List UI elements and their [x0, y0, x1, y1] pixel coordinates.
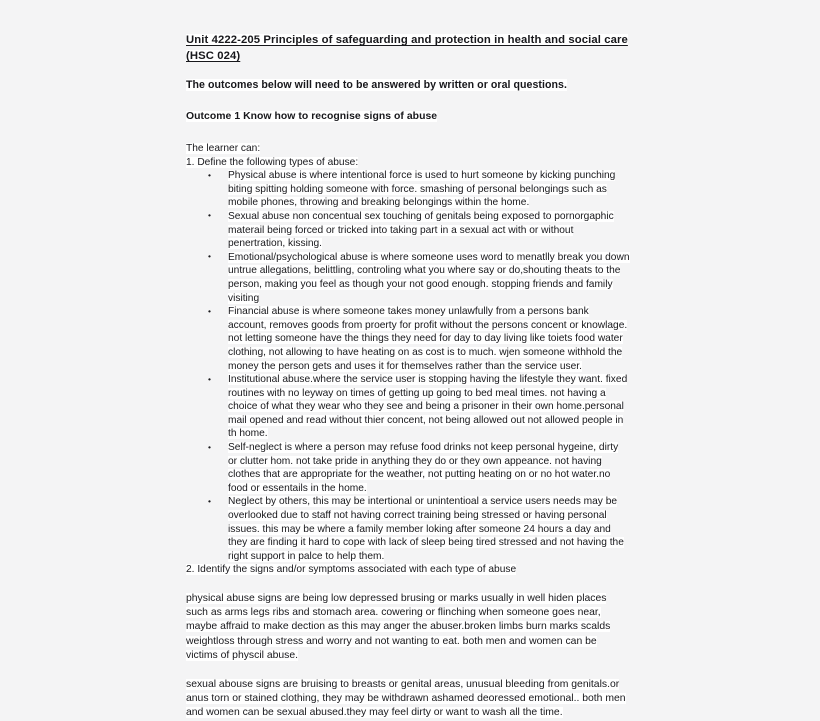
list-item-sexual-abuse	[186, 210, 630, 251]
document-subtitle	[186, 78, 630, 93]
spacer-between-signs-paragraphs	[186, 663, 630, 678]
document-subtitle-text: The outcomes below will need to be answered by written or oral questions.	[186, 79, 567, 91]
question-1-text: 1. Define the following types of abuse:	[186, 156, 359, 168]
self-neglect-text: Self-neglect is where a person may refuse food drinks not keep personal hygeine, dirty or clutter hom. not take pride in anything they do or they own appeance. not having clothes that are appropriate for the weather, not putting heating on or no hot water.no food or essentails in the home.	[228, 442, 619, 494]
document-title-text: Unit 4222-205 Principles of safeguarding and protection in health and social care (HSC 024)	[186, 34, 628, 62]
physical-abuse-text: Physical abuse is where intentional force is used to hurt someone by kicking punching biting spitting holding someone with force. smashing of personal belongings such as mobile phones, throwing and breaking belongings within the home.	[228, 170, 616, 209]
institutional-abuse-text: Institutional abuse.where the service user is stopping having the lifestyle they want. fixed routines with no leyway on times of getting up going to bed meal times. not having a choice of what they wear who they see and being a prisoner in their own home.personal mail opened and read without thier concent, not being allowed out not allowed people in th home.	[228, 374, 628, 440]
list-item-self-neglect	[186, 441, 630, 495]
sexual-abuse-signs-text: sexual abouse signs are bruising to breasts or genital areas, unusual bleeding from genitals.or anus torn or stained clothing, they may be withdrawn ashamed deoressed emotional.. both men and women can be sexual abused.they may feel dirty or want to wash all the time.	[186, 679, 626, 719]
spacer-after-question-2	[186, 577, 630, 592]
list-item-neglect-by-others	[186, 495, 630, 563]
learner-can-text: The learner can:	[186, 143, 261, 154]
list-item-institutional-abuse	[186, 373, 630, 441]
financial-abuse-text: Financial abuse is where someone takes money unlawfully from a persons bank account, removes goods from proerty for profit without the persons concent or knowlage. not letting someone have the things they need for day to day living like toiets food water clothing, not allowing to have heating on as cost is to much. wjen someone withhold the money the person gets and uses it for themselves rather than the service user.	[228, 306, 628, 372]
list-item-financial-abuse	[186, 305, 630, 373]
sexual-abuse-signs-paragraph	[186, 678, 630, 721]
physical-abuse-signs-text: physical abuse signs are being low depressed brusing or marks usually in well hiden places such as arms legs ribs and stomach area. cowering or flinching when someone goes near, maybe affraid to make dection as this may anger the abuser.broken limbs burn marks scalds weightloss through stress and worry and not wanting to eat. both men and women can be victims of physcil abuse.	[186, 593, 611, 661]
physical-abuse-signs-paragraph	[186, 592, 630, 663]
list-item-emotional-psychological-abuse	[186, 251, 630, 305]
list-item-physical-abuse	[186, 169, 630, 210]
emotional-psychological-abuse-text: Emotional/psychological abuse is where someone uses word to menatlly break you down untrue allegations, belittling, controling what you where say or do,shouting theats to the person, making you feel as though your not good enough. stopping friends and family visiting	[228, 251, 630, 304]
question-2-text: 2. Identify the signs and/or symptoms associated with each type of abuse	[186, 564, 517, 576]
outcome-heading	[186, 109, 630, 124]
outcome-heading-text: Outcome 1 Know how to recognise signs of abuse	[186, 111, 438, 122]
question-1	[186, 156, 630, 170]
learner-can-line	[186, 142, 630, 156]
abuse-types-list	[186, 169, 630, 563]
neglect-by-others-text: Neglect by others, this may be intertional or unintentioal a service users needs may be overlooked due to staff not having correct training being stressed or having personal issues. this may be where a family member loking after someone 24 hours a day and they are finding it hard to cope with lack of sleep being tired stressed and not having the right support in palce to help them.	[228, 496, 624, 562]
sexual-abuse-text: Sexual abuse non concentual sex touching of genitals being exposed to pornorgaphic materail being forced or tricked into taking part in a sexual act with or without penertration, kissing.	[228, 210, 614, 250]
document-title	[186, 32, 630, 64]
question-2	[186, 563, 630, 577]
document-body	[186, 32, 630, 721]
